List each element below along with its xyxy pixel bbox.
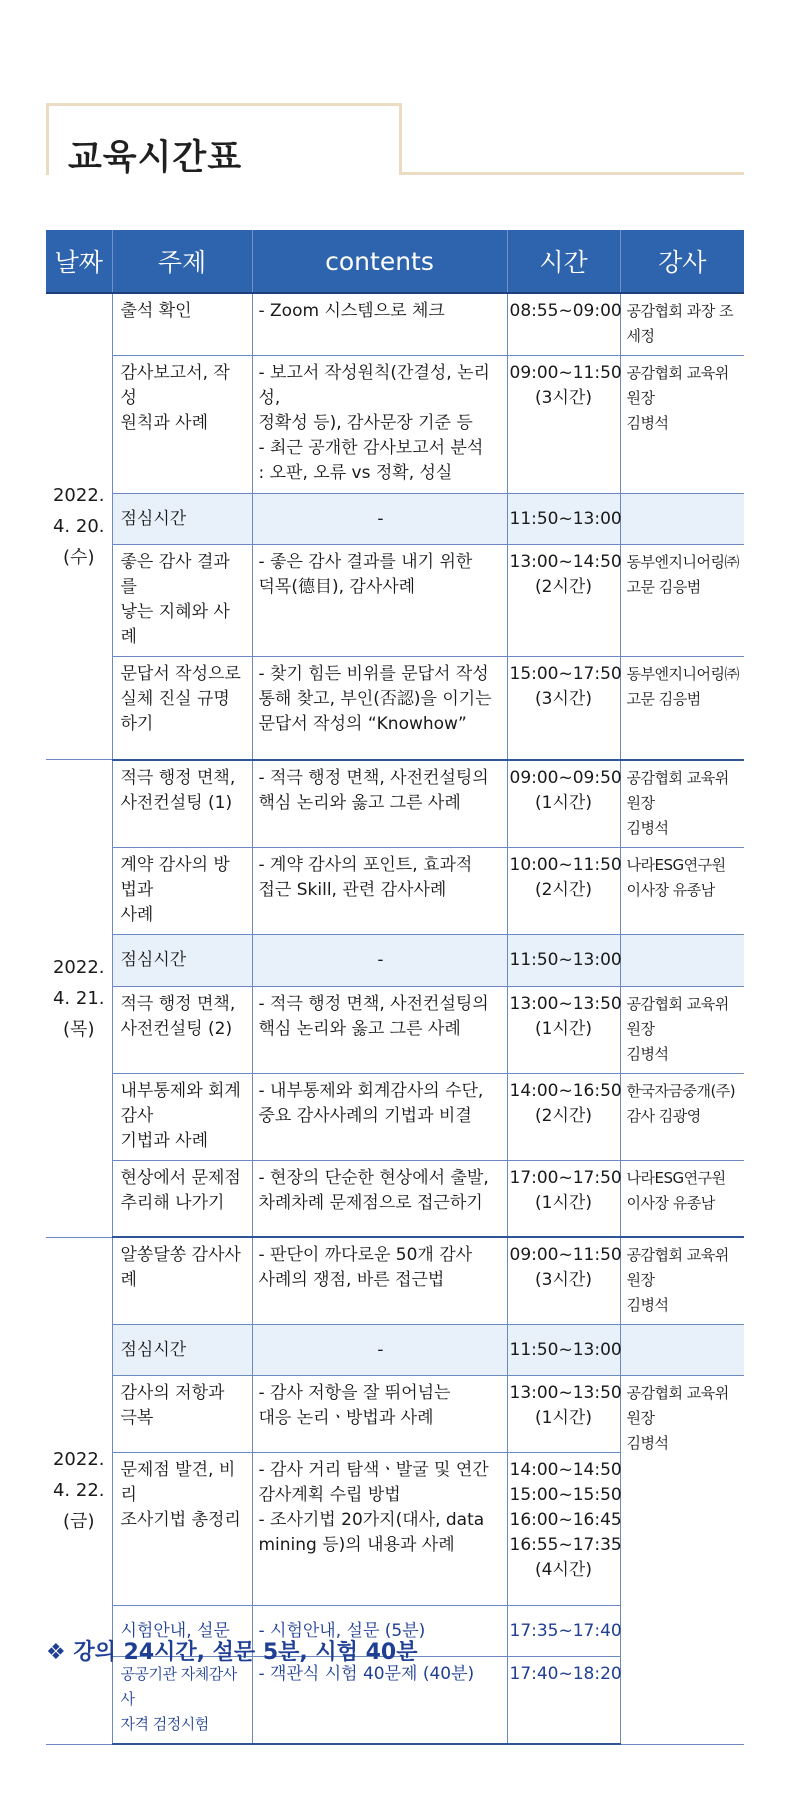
table-row — [46, 356, 744, 494]
contents-cell: - 보고서 작성원칙(간결성, 논리성, 정확성 등), 감사문장 기준 등 - 최근 공개한 감사보고서 분석 : 오판, 오류 vs 정확, 성실 — [252, 356, 507, 494]
time-cell: 11:50~13:00 — [507, 494, 620, 545]
topic-cell: 점심시간 — [112, 494, 252, 545]
topic-cell: 적극 행정 면책, 사전컨설팅 (2) — [112, 986, 252, 1073]
table-row — [46, 986, 744, 1073]
time-cell: 14:00~14:50 15:00~15:50 16:00~16:45 16:55~17:35 (4시간) — [507, 1453, 620, 1606]
lecturer-cell: 공감협회 과장 조세정 — [620, 293, 744, 356]
table-row — [46, 1237, 744, 1325]
contents-cell: - 찾기 힘든 비위를 문답서 작성 통해 찾고, 부인(否認)을 이기는 문답서 작성의 “Knowhow” — [252, 657, 507, 760]
contents-cell: - 객관식 시험 40문제 (40분) — [252, 1657, 507, 1745]
table-header-row — [46, 230, 744, 293]
contents-cell: - 적극 행정 면책, 사전컨설팅의 핵심 논리와 옳고 그른 사례 — [252, 986, 507, 1073]
time-cell: 10:00~11:50 (2시간) — [507, 847, 620, 934]
date-cell: 2022. 4. 22. (금) — [46, 1237, 112, 1744]
topic-cell: 점심시간 — [112, 934, 252, 986]
lecturer-cell: 공감협회 교육위원장 김병석 — [620, 760, 744, 848]
title-underline — [399, 172, 744, 175]
table-row — [46, 494, 744, 545]
lecturer-cell: 동부엔지니어링㈜ 고문 김응범 — [620, 657, 744, 760]
header-date: 날짜 — [46, 230, 112, 293]
summary-note: ❖ 강의 24시간, 설문 5분, 시험 40분 — [46, 1640, 418, 1665]
date-cell: 2022. 4. 21. (목) — [46, 760, 112, 1238]
header-time: 시간 — [507, 230, 620, 293]
lecturer-cell: 공감협회 교육위원장 김병석 — [620, 1237, 744, 1325]
time-cell: 11:50~13:00 — [507, 934, 620, 986]
table-row — [46, 657, 744, 760]
time-cell: 13:00~14:50 (2시간) — [507, 545, 620, 657]
time-cell: 11:50~13:00 — [507, 1325, 620, 1376]
time-cell: 15:00~17:50 (3시간) — [507, 657, 620, 760]
header-topic: 주제 — [112, 230, 252, 293]
lecturer-cell: 공감협회 교육위원장 김병석 — [620, 356, 744, 494]
lecturer-cell — [620, 494, 744, 545]
contents-cell: - 시험안내, 설문 (5분) — [252, 1606, 507, 1657]
contents-cell: - 현장의 단순한 현상에서 출발, 차례차례 문제점으로 접근하기 — [252, 1160, 507, 1237]
topic-cell: 문제점 발견, 비리 조사기법 총정리 — [112, 1453, 252, 1606]
table-row — [46, 293, 744, 356]
table-row — [46, 1376, 744, 1453]
table-row — [46, 760, 744, 848]
schedule-table — [46, 230, 744, 1745]
time-cell: 09:00~09:50 (1시간) — [507, 760, 620, 848]
lecturer-cell — [620, 934, 744, 986]
time-cell: 13:00~13:50 (1시간) — [507, 1376, 620, 1453]
lecturer-cell: 나라ESG연구원 이사장 유종남 — [620, 847, 744, 934]
lecturer-cell — [620, 1325, 744, 1376]
topic-cell: 내부통제와 회계감사 기법과 사례 — [112, 1073, 252, 1160]
contents-cell: - 감사 거리 탐색ㆍ발굴 및 연간 감사계획 수립 방법 - 조사기법 20가지(대사, data mining 등)의 내용과 사례 — [252, 1453, 507, 1606]
contents-cell: - 판단이 까다로운 50개 감사 사례의 쟁점, 바른 접근법 — [252, 1237, 507, 1325]
time-cell: 09:00~11:50 (3시간) — [507, 356, 620, 494]
table-row — [46, 934, 744, 986]
time-cell: 14:00~16:50 (2시간) — [507, 1073, 620, 1160]
contents-cell: - 감사 저항을 잘 뛰어넘는 대응 논리ㆍ방법과 사례 — [252, 1376, 507, 1453]
table-row — [46, 1160, 744, 1237]
table-row — [46, 1073, 744, 1160]
lecturer-cell: 공감협회 교육위원장 김병석 — [620, 1376, 744, 1745]
topic-cell: 공공기관 자체감사사 자격 검정시험 — [112, 1657, 252, 1745]
topic-cell: 감사의 저항과 극복 — [112, 1376, 252, 1453]
lecturer-cell: 공감협회 교육위원장 김병석 — [620, 986, 744, 1073]
contents-cell: - Zoom 시스템으로 체크 — [252, 293, 507, 356]
topic-cell: 출석 확인 — [112, 293, 252, 356]
topic-cell: 감사보고서, 작성 원칙과 사례 — [112, 356, 252, 494]
contents-cell: - — [252, 934, 507, 986]
contents-cell: - — [252, 1325, 507, 1376]
topic-cell: 문답서 작성으로 실체 진실 규명하기 — [112, 657, 252, 760]
topic-cell: 점심시간 — [112, 1325, 252, 1376]
time-cell: 08:55~09:00 — [507, 293, 620, 356]
contents-cell: - — [252, 494, 507, 545]
topic-cell: 시험안내, 설문 — [112, 1606, 252, 1657]
lecturer-cell: 동부엔지니어링㈜ 고문 김응범 — [620, 545, 744, 657]
time-cell: 17:00~17:50 (1시간) — [507, 1160, 620, 1237]
topic-cell: 계약 감사의 방법과 사례 — [112, 847, 252, 934]
lecturer-cell: 나라ESG연구원 이사장 유종남 — [620, 1160, 744, 1237]
time-cell: 17:35~17:40 — [507, 1606, 620, 1657]
time-cell: 13:00~13:50 (1시간) — [507, 986, 620, 1073]
table-row — [46, 1325, 744, 1376]
header-contents: contents — [252, 230, 507, 293]
table-row — [46, 847, 744, 934]
time-cell: 17:40~18:20 — [507, 1657, 620, 1745]
time-cell: 09:00~11:50 (3시간) — [507, 1237, 620, 1325]
contents-cell: - 좋은 감사 결과를 내기 위한 덕목(德目), 감사사례 — [252, 545, 507, 657]
topic-cell: 좋은 감사 결과를 낳는 지혜와 사례 — [112, 545, 252, 657]
topic-cell: 현상에서 문제점 추리해 나가기 — [112, 1160, 252, 1237]
page-title: 교육시간표 — [68, 138, 243, 178]
table-row — [46, 545, 744, 657]
contents-cell: - 내부통제와 회계감사의 수단, 중요 감사사례의 기법과 비결 — [252, 1073, 507, 1160]
topic-cell: 적극 행정 면책, 사전컨설팅 (1) — [112, 760, 252, 848]
contents-cell: - 적극 행정 면책, 사전컨설팅의 핵심 논리와 옳고 그른 사례 — [252, 760, 507, 848]
lecturer-cell: 한국자금중개(주) 감사 김광영 — [620, 1073, 744, 1160]
header-lecturer: 강사 — [620, 230, 744, 293]
topic-cell: 알쏭달쏭 감사사례 — [112, 1237, 252, 1325]
contents-cell: - 계약 감사의 포인트, 효과적 접근 Skill, 관련 감사사례 — [252, 847, 507, 934]
date-cell: 2022. 4. 20. (수) — [46, 293, 112, 760]
